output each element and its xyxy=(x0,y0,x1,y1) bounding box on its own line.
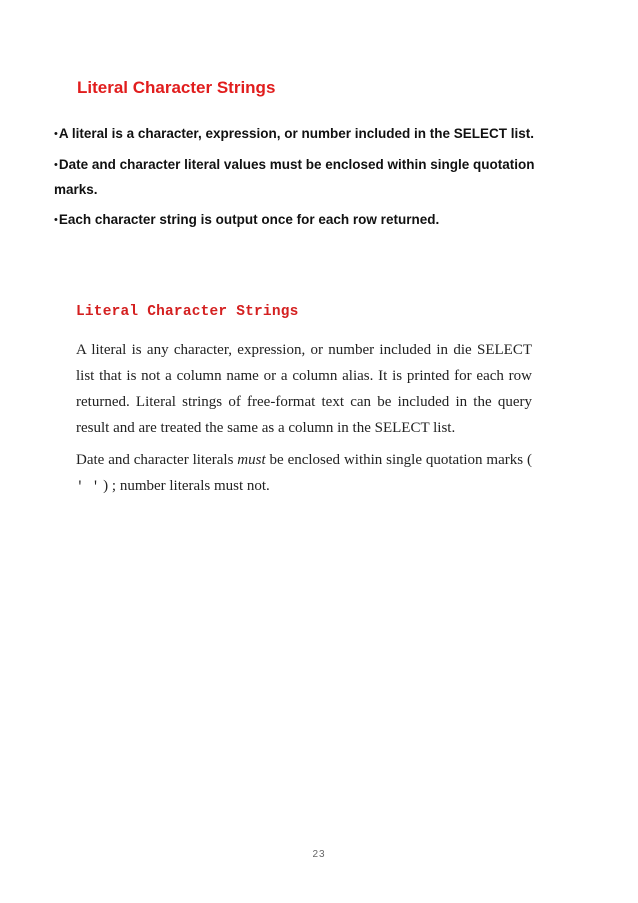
notes-heading: Literal Character Strings xyxy=(76,304,299,320)
bullet-marker: • xyxy=(54,128,58,140)
bullet-item xyxy=(54,208,544,233)
notes-text: be enclosed within single quotation marks ( xyxy=(265,452,532,468)
notes-text: ) ; number literals must not. xyxy=(99,478,270,494)
slide-bullet-list xyxy=(54,122,544,239)
bullet-item xyxy=(54,122,544,147)
notes-paragraph: A literal is any character, expression, or number included in die SELECT list that is not a column name or a column alias. It is printed for each row returned. Literal strings of free-format text can be included in the query result and are treated the same as a column in the SELECT list. xyxy=(76,342,532,436)
notes-text: Date and character literals xyxy=(76,452,238,468)
bullet-text: Date and character literal values must be enclosed within single quotation marks. xyxy=(54,157,535,197)
bullet-marker: • xyxy=(54,159,58,171)
bullet-item xyxy=(54,153,544,202)
page-number: 23 xyxy=(312,849,326,860)
slide-title: Literal Character Strings xyxy=(77,78,276,97)
emphasis-text: must xyxy=(237,452,266,468)
bullet-text: A literal is a character, expression, or number included in the SELECT list. xyxy=(58,126,534,141)
bullet-marker: • xyxy=(54,214,58,226)
bullet-text: Each character string is output once for each row returned. xyxy=(58,212,440,227)
notes-body xyxy=(76,337,532,506)
notes-paragraph xyxy=(76,447,532,500)
quote-chars: ' ' xyxy=(76,479,100,494)
